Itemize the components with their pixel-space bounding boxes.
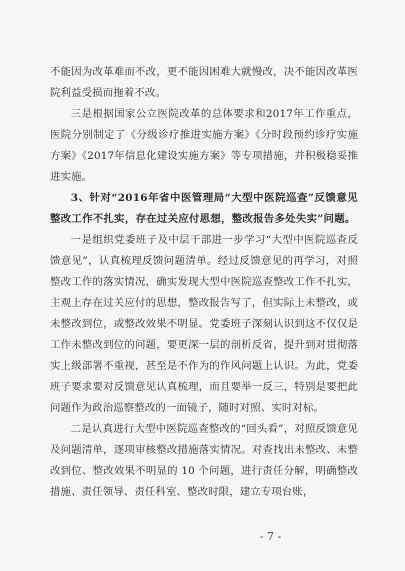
- paragraph-continuation: 不能因为改革难而不改，更不能因困难大就慢改，决不能因改革医院利益受损而拖着不改。: [50, 66, 358, 99]
- paragraph-point-one: 一是组织党委班子及中层干部进一步学习“大型中医院巡查反馈意见”，认真梳理反馈问题清单。经过反馈意见的再学习，对照整改工作的落实情况，确实发现大型中医院巡查整改工作不扎实，主观上存在过关应付的思想，整改报告写了，但实际上未整改，或未整改到位，或整改效果不明显。党委班子深刻认识到这不仅仅是工作未整改到位的问题，要更深一层的剖析反省，提升到对贯彻落实上级部署不重视，甚至是不作为的作风问题上认识。为此，党委班子要求要对反馈意见认真梳理，而且要举一反三，特别是要把此问题作为政治巡察整改的一面镜子，随时对照、实时对标。: [50, 234, 358, 414]
- paragraph-point-three: 三是根据国家公立医院改革的总体要求和2017年工作重点，医院分别制定了《分级诊疗推进实施方案》《分时段预约诊疗实施方案》《2017年信息化建设实施方案》等专项措施，并积极稳妥推进实施。: [50, 108, 358, 183]
- paragraph-point-two: 二是认真进行大型中医院巡查整改的“回头看”，对照反馈意见及问题清单，逐项审核整改措施落实情况。对查找出未整改、未整改到位、整改效果不明显的 10 个问题，进行责任分解，明确整改措施、责任领导、责任科室、整改时限，建立专项台账，: [50, 423, 358, 498]
- page-number: - 7 -: [259, 530, 282, 543]
- section-heading: 3、针对“2016年省中医管理局“大型中医院巡查”反馈意见整改工作不扎实，存在过关应付思想，整改报告多处失实”问题。: [50, 192, 358, 225]
- document-body: [50, 62, 358, 503]
